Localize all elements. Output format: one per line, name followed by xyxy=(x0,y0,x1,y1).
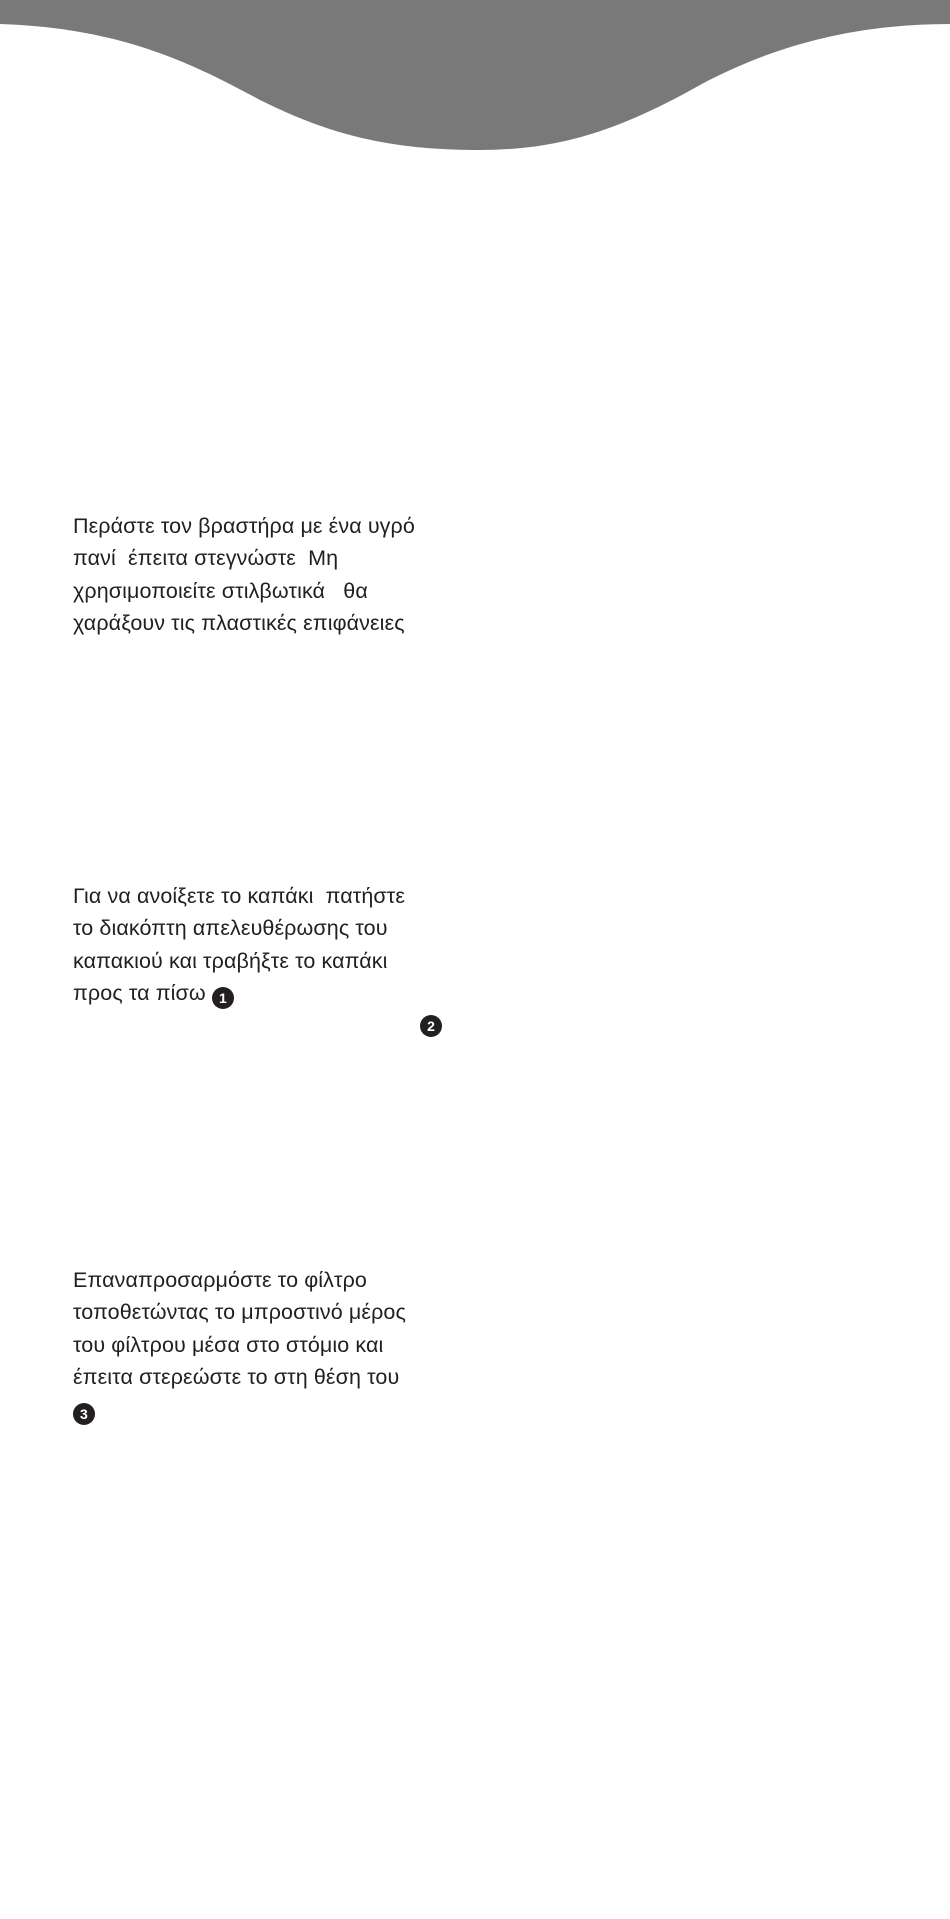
paragraph-line: πανί έπειτα στεγνώστε Μη xyxy=(73,546,339,571)
refit-filter-instructions-paragraph xyxy=(73,1264,473,1425)
paragraph-line-text: προς τα πίσω xyxy=(73,980,206,1005)
step-number-badge: 2 xyxy=(420,1015,442,1037)
paragraph-line: καπακιού και τραβήξτε το καπάκι xyxy=(73,948,388,973)
paragraph-line: τοποθετώντας το μπροστινό μέρος xyxy=(73,1300,406,1325)
paragraph-line: Επαναπροσαρμόστε το φίλτρο xyxy=(73,1268,367,1292)
paragraph-line xyxy=(73,977,473,1009)
paragraph-line: έπειτα στερεώστε το στη θέση του xyxy=(73,1364,400,1389)
paragraph-line xyxy=(73,1393,473,1425)
header-wave-banner xyxy=(0,0,950,160)
header-wave-shape xyxy=(0,0,950,150)
step-number-badge: 1 xyxy=(212,987,234,1009)
paragraph-line: χρησιμοποιείτε στιλβωτικά θα xyxy=(73,578,368,603)
paragraph-line: το διακόπτη απελευθέρωσης του xyxy=(73,916,388,941)
cleaning-instructions-paragraph xyxy=(73,510,473,639)
step-number-badge: 3 xyxy=(73,1403,95,1425)
paragraph-line: χαράξουν τις πλαστικές επιφάνειες xyxy=(73,610,405,635)
open-lid-instructions-paragraph xyxy=(73,880,473,1009)
paragraph-line: του φίλτρου μέσα στο στόμιο και xyxy=(73,1332,384,1357)
paragraph-line: Για να ανοίξετε το καπάκι πατήστε xyxy=(73,884,406,908)
paragraph-line: Περάστε τον βραστήρα με ένα υγρό xyxy=(73,514,415,538)
